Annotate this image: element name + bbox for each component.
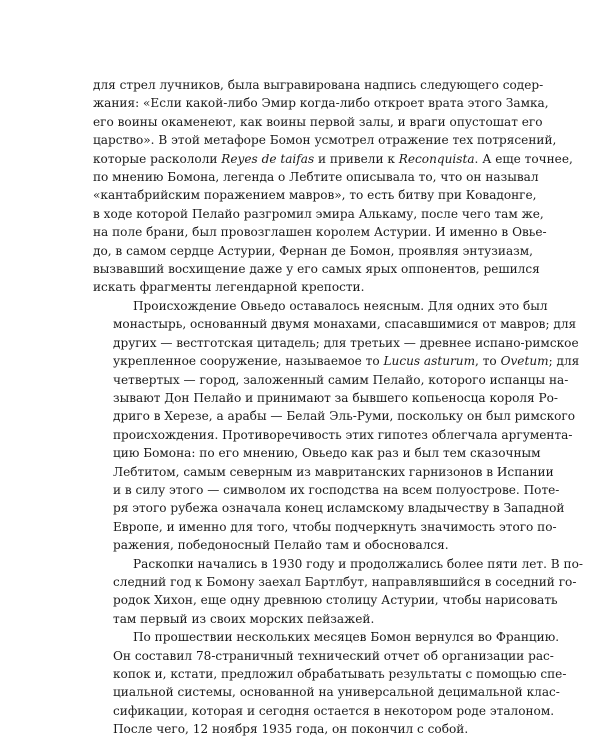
text-line: Он составил 78-страничный технический отчет об организации рас- (113, 648, 554, 663)
text-line: вызвавший восхищение даже у его самых ярых оппонентов, решился (93, 262, 540, 277)
text-line: по мнению Бомона, легенда о Лебтите описывала то, что он называл (93, 170, 539, 185)
text-line: для стрел лучников, была выгравирована надпись следующего содер- (93, 78, 544, 92)
text-line: следний год к Бомону заехал Бартлбут, направлявшийся в соседний го- (113, 574, 577, 589)
body-text (93, 76, 583, 739)
text-line: искать фрагменты легендарной крепости. (93, 280, 365, 295)
paragraph (93, 297, 580, 555)
text-line: происхождения. Противоречивость этих гипотез облегчала аргумента- (113, 427, 573, 442)
text-line: его воины окаменеют, как воины первой залы, и враги опустошат его (93, 114, 543, 129)
text-line: Раскопки начались в 1930 году и продолжались более пяти лет. В по- (133, 556, 583, 571)
text-line: После чего, 12 ноября 1935 года, он покончил с собой. (113, 722, 469, 737)
text-line: царство». В этой метафоре Бомон усмотрел отражение тех потрясений, (93, 133, 557, 148)
text-line: четвертых — город, заложенный самим Пелайо, которого испанцы на- (113, 372, 569, 387)
text-line: По прошествии нескольких месяцев Бомон вернулся во Францию. (133, 630, 560, 645)
text-line: в ходе которой Пелайо разгромил эмира Алькаму, после чего там же, (93, 206, 544, 221)
text-line: там первый из своих морских пейзажей. (113, 611, 375, 626)
text-line: которые раскололи Reyes de taifas и привели к Reconquista. А еще точнее, (93, 151, 573, 166)
text-line: и в силу этого — символом их господства на всем полуострове. Поте- (113, 482, 560, 497)
text-line: «кантабрийским поражением мавров», то есть битву при Ковадонге, (93, 188, 537, 203)
text-line: родок Хихон, еще одну древнюю столицу Астурии, чтобы нарисовать (113, 593, 558, 608)
text-line: жания: «Если какой-либо Эмир когда-либо откроет врата этого Замка, (93, 96, 549, 111)
text-line: ря этого рубежа означала конец исламскому владычеству в Западной (113, 501, 565, 516)
text-line: зывают Дон Пелайо и принимают за бывшего копьеносца короля Ро- (113, 390, 559, 405)
text-line: до, в самом сердце Астурии, Фернан де Бомон, проявляя энтузиазм, (93, 243, 534, 258)
text-line: копок и, кстати, предложил обрабатывать результаты с помощью спе- (113, 667, 567, 681)
text-line: других — вестготская цитадель; для третьих — древнее испано-римское (113, 335, 579, 350)
text-line: Происхождение Овьедо оставалось неясным. Для одних это был (133, 298, 548, 313)
paragraph (93, 628, 567, 738)
paragraph (93, 76, 573, 297)
text-line: цию Бомона: по его мнению, Овьедо как раз и был тем сказочным (113, 446, 541, 461)
text-line: укрепленное сооружение, называемое то Lucus asturum, то Ovetum; для (113, 354, 580, 369)
text-line: на поле брани, был провозглашен королем Астурии. И именно в Овье- (93, 225, 547, 240)
paragraph (93, 555, 583, 629)
text-line: Лебтитом, самым северным из мавританских гарнизонов в Испании (113, 464, 554, 479)
text-line: циальной системы, основанной на универсальной децимальной клас- (113, 685, 560, 700)
text-line: сификации, которая и сегодня остается в некотором роде эталоном. (113, 703, 555, 718)
text-line: монастырь, основанный двумя монахами, спасавшимися от мавров; для (113, 317, 577, 332)
text-line: ражения, победоносный Пелайо там и обосновался. (113, 538, 449, 553)
text-line: Европе, и именно для того, чтобы подчеркнуть значимость этого по- (113, 519, 557, 534)
text-line: дриго в Херезе, а арабы — Белай Эль-Руми, поскольку он был римского (113, 409, 576, 424)
